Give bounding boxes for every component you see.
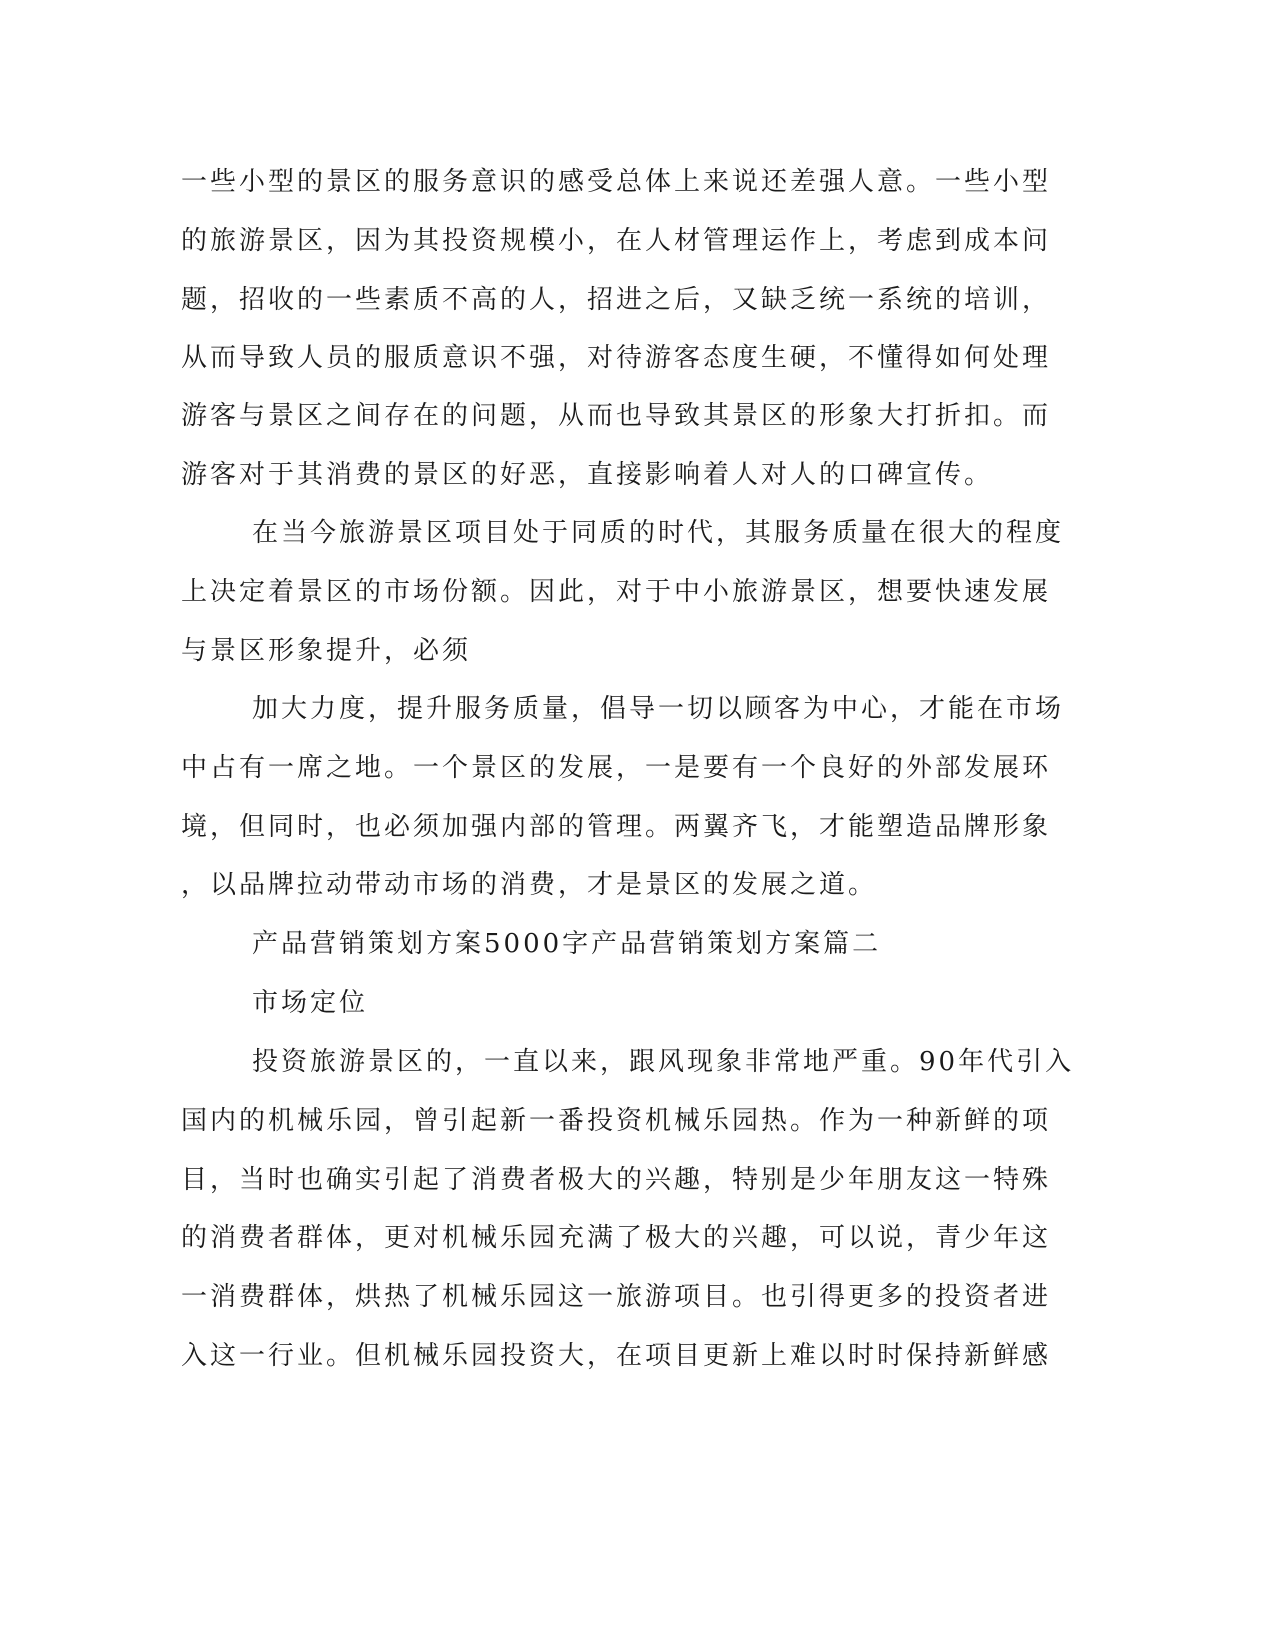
text-line: 在当今旅游景区项目处于同质的时代，其服务质量在很大的程度 (252, 518, 1065, 548)
text-line: 从而导致人员的服质意识不强，对待游客态度生硬，不懂得如何处理 (181, 343, 1052, 373)
text-line: 游客对于其消费的景区的好恶，直接影响着人对人的口碑宣传。 (181, 460, 994, 490)
text-line: 一消费群体，烘热了机械乐园这一旅游项目。也引得更多的投资者进 (181, 1282, 1052, 1312)
text-line: 国内的机械乐园，曾引起新一番投资机械乐园热。作为一种新鲜的项 (181, 1106, 1052, 1136)
section-subheading: 市场定位 (252, 988, 369, 1018)
text-line: 加大力度，提升服务质量，倡导一切以顾客为中心，才能在市场 (252, 694, 1065, 724)
text-line: 题，招收的一些素质不高的人，招进之后，又缺乏统一系统的培训， (181, 285, 1052, 315)
text-line: 中占有一席之地。一个景区的发展，一是要有一个良好的外部发展环 (181, 753, 1052, 783)
text-line: 投资旅游景区的，一直以来，跟风现象非常地严重。90年代引入 (252, 1047, 1075, 1077)
text-line: 游客与景区之间存在的问题，从而也导致其景区的形象大打折扣。而 (181, 401, 1052, 431)
text-line: 与景区形象提升，必须 (181, 636, 472, 666)
text-line: 境，但同时，也必须加强内部的管理。两翼齐飞，才能塑造品牌形象 (181, 812, 1052, 842)
text-line: ，以品牌拉动带动市场的消费，才是景区的发展之道。 (181, 870, 878, 900)
text-line: 入这一行业。但机械乐园投资大，在项目更新上难以时时保持新鲜感 (181, 1341, 1052, 1371)
text-line: 目，当时也确实引起了消费者极大的兴趣，特别是少年朋友这一特殊 (181, 1165, 1052, 1195)
text-line: 的消费者群体，更对机械乐园充满了极大的兴趣，可以说，青少年这 (181, 1223, 1052, 1253)
text-line: 一些小型的景区的服务意识的感受总体上来说还差强人意。一些小型 (181, 167, 1052, 197)
text-line: 上决定着景区的市场份额。因此，对于中小旅游景区，想要快速发展 (181, 577, 1052, 607)
text-line: 的旅游景区，因为其投资规模小，在人材管理运作上，考虑到成本问 (181, 226, 1052, 256)
section-heading: 产品营销策划方案5000字产品营销策划方案篇二 (252, 929, 882, 959)
